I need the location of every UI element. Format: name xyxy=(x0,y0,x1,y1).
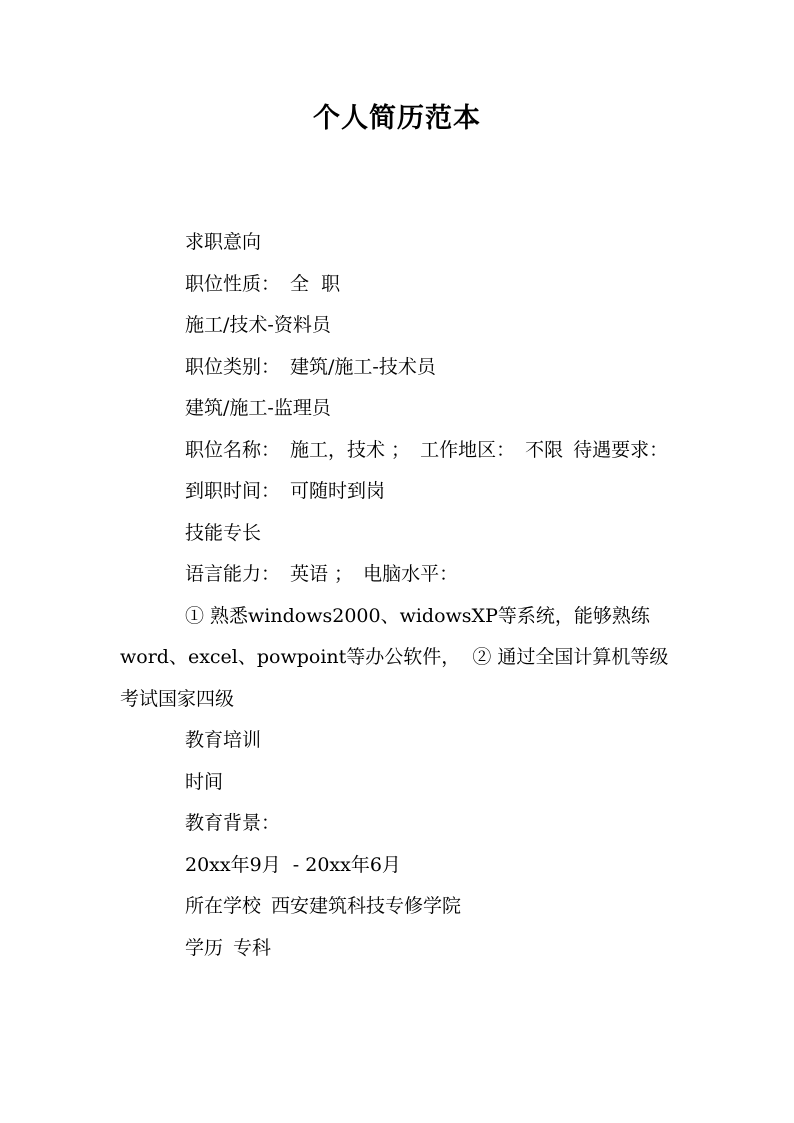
language-value: 英语 ； xyxy=(290,563,354,585)
job-name-line xyxy=(120,430,680,472)
school-value: 西安建筑科技专修学院 xyxy=(271,895,462,917)
start-time-label: 到职时间： xyxy=(185,480,281,502)
job-type-label: 职位类别： xyxy=(185,355,281,378)
education-time-label: 时间 xyxy=(185,770,224,793)
skills-heading: 技能专长 xyxy=(185,521,262,544)
start-time-line xyxy=(120,471,680,513)
job-category-2: 建筑/施工-监理员 xyxy=(185,397,331,419)
education-period: 20xx年9月 - 20xx年6月 xyxy=(185,853,401,876)
job-nature-line xyxy=(120,264,680,306)
school-line xyxy=(120,886,680,928)
job-nature-label: 职位性质： xyxy=(185,272,281,295)
computer-detail: ① 熟悉windows2000、widowsXP等系统，能够熟练word、excel、powpoint等办公软件， ② 通过全国计算机等级考试国家四级 xyxy=(120,604,669,710)
degree-label: 学历 xyxy=(185,936,224,959)
job-name-value: 施工，技术 ； xyxy=(290,438,411,461)
job-category-1: 施工/技术-资料员 xyxy=(185,314,331,336)
computer-label: 电脑水平： xyxy=(363,563,459,585)
salary-label: 待遇要求： xyxy=(573,438,669,461)
work-area-label: 工作地区： xyxy=(420,438,516,461)
work-area-value: 不限 xyxy=(525,438,564,461)
job-intent-heading: 求职意向 xyxy=(185,231,262,253)
degree-value: 专科 xyxy=(233,936,272,959)
document-title: 个人简历范本 xyxy=(313,103,481,134)
job-type-value: 建筑/施工-技术员 xyxy=(290,355,436,378)
school-label: 所在学校 xyxy=(185,895,262,917)
language-label: 语言能力： xyxy=(185,563,281,585)
language-line xyxy=(120,554,680,596)
start-time-value: 可随时到岗 xyxy=(290,480,386,502)
education-heading: 教育培训 xyxy=(185,729,262,751)
job-nature-value: 全 职 xyxy=(290,272,341,295)
job-name-label: 职位名称： xyxy=(185,438,281,461)
education-background-label: 教育背景： xyxy=(185,812,281,834)
job-type-line xyxy=(120,347,680,389)
degree-line xyxy=(120,928,680,970)
document-body xyxy=(120,222,680,969)
